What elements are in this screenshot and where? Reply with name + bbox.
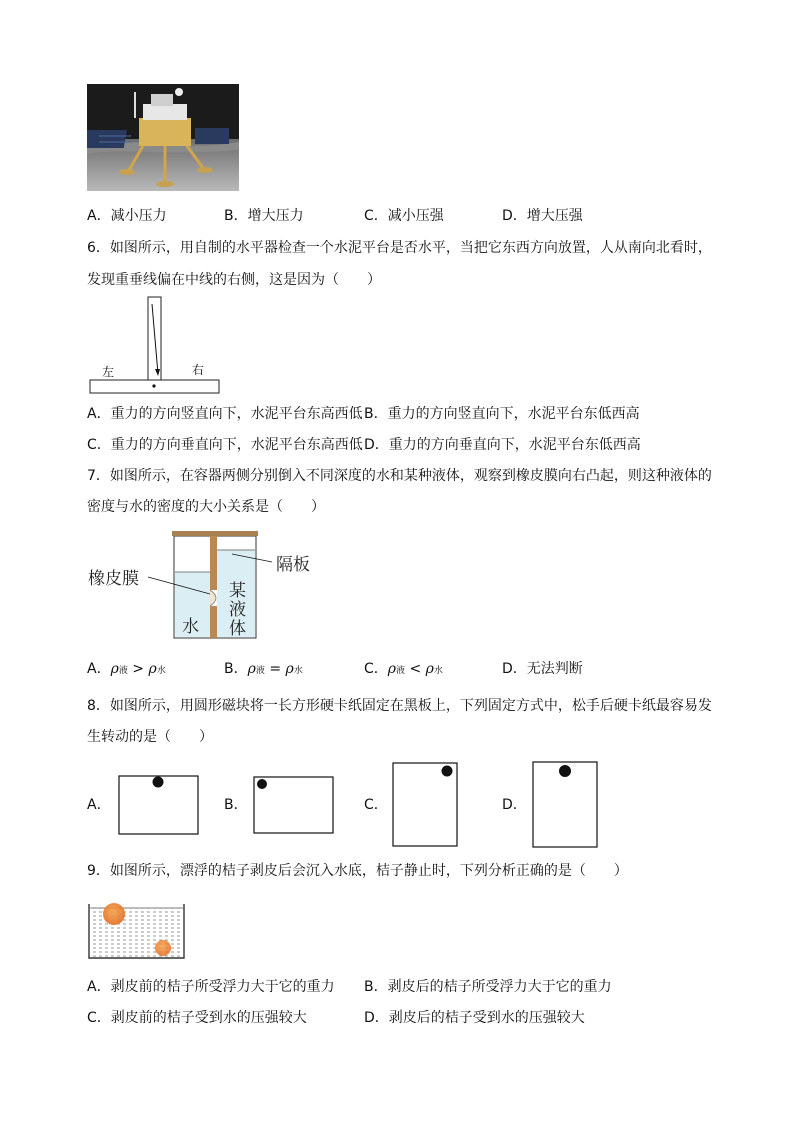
rho-subscript: 液 xyxy=(118,666,128,676)
q5-option-d: D．增大压强 xyxy=(502,208,583,224)
lunar-lander-photo xyxy=(87,84,239,191)
card-a xyxy=(118,774,200,840)
magnet-dot xyxy=(442,766,453,777)
q7-stem-line2: 密度与水的密度的大小关系是（ ） xyxy=(87,499,325,515)
q8-label-b: B． xyxy=(224,797,248,813)
q9-option-b: B．剥皮后的桔子所受浮力大于它的重力 xyxy=(364,979,612,995)
left-label: 左 xyxy=(102,365,115,379)
q8-label-d: D． xyxy=(502,797,527,813)
q7-option-d: D．无法判断 xyxy=(502,661,583,677)
orange-in-water-figure xyxy=(87,894,187,960)
rho-symbol: ρ xyxy=(387,661,397,677)
q7-option-c-label: C． xyxy=(364,661,388,677)
liquid-label-2: 液 xyxy=(229,600,246,620)
q7-option-a-label: A． xyxy=(87,661,111,677)
rho-symbol: ρ xyxy=(425,661,434,677)
q5-option-a: A．减小压力 xyxy=(87,208,167,224)
q9-option-d: D．剥皮后的桔子受到水的压强较大 xyxy=(364,1010,585,1026)
card-c xyxy=(392,762,460,852)
rho-subscript: 液 xyxy=(255,666,265,676)
magnet-dot xyxy=(153,777,164,788)
rho-symbol: ρ xyxy=(247,661,256,677)
container-partition-figure xyxy=(86,528,322,644)
liquid-label-3: 体 xyxy=(229,619,246,639)
water-label: 水 xyxy=(182,617,199,637)
rho-symbol: ρ xyxy=(110,661,119,677)
q8-label-c: C． xyxy=(364,797,388,813)
rho-subscript: 水 xyxy=(433,666,443,676)
magnet-dot xyxy=(559,765,571,777)
q7-option-b xyxy=(224,660,303,680)
rho-subscript: 液 xyxy=(396,666,406,676)
q7-option-a xyxy=(87,660,166,680)
relation-symbol: > xyxy=(132,661,145,677)
q8-stem-line2: 生转动的是（ ） xyxy=(87,729,213,745)
sunken-orange xyxy=(155,940,171,956)
q6-option-d: D．重力的方向垂直向下，水泥平台东低西高 xyxy=(364,437,641,453)
q7-option-c xyxy=(364,660,443,680)
card-d xyxy=(532,760,600,854)
rho-subscript: 水 xyxy=(293,666,303,676)
q7-option-b-label: B． xyxy=(224,661,248,677)
q9-option-a: A．剥皮前的桔子所受浮力大于它的重力 xyxy=(87,979,335,995)
q6-option-b: B．重力的方向竖直向下，水泥平台东低西高 xyxy=(364,406,640,422)
q6-option-c: C．重力的方向垂直向下，水泥平台东高西低 xyxy=(87,437,363,453)
card-b xyxy=(253,776,335,840)
level-tool-figure xyxy=(88,296,222,396)
floating-orange xyxy=(103,903,125,925)
liquid-label-1: 某 xyxy=(229,581,246,601)
q5-option-b: B．增大压力 xyxy=(224,208,304,224)
q6-option-a: A．重力的方向竖直向下，水泥平台东高西低 xyxy=(87,406,363,422)
q5-option-c: C．减小压强 xyxy=(364,208,444,224)
q6-stem-line2: 发现重垂线偏在中线的右侧，这是因为（ ） xyxy=(87,272,381,288)
relation-symbol: < xyxy=(409,661,422,677)
rho-subscript: 水 xyxy=(156,666,166,676)
q6-stem-line1: 6．如图所示，用自制的水平器检查一个水泥平台是否水平，当把它东西方向放置，人从南向北看时， xyxy=(87,240,712,256)
q8-stem-line1: 8．如图所示，用圆形磁块将一长方形硬卡纸固定在黑板上，下列固定方式中，松手后硬卡纸最容易发 xyxy=(87,698,712,714)
magnet-dot xyxy=(257,779,267,789)
q8-label-a: A． xyxy=(87,797,111,813)
rho-symbol: ρ xyxy=(148,661,157,677)
membrane-label: 橡皮膜 xyxy=(88,569,139,589)
q9-stem: 9．如图所示，漂浮的桔子剥皮后会沉入水底，桔子静止时，下列分析正确的是（ ） xyxy=(87,863,628,879)
q9-option-c: C．剥皮前的桔子受到水的压强较大 xyxy=(87,1010,307,1026)
relation-symbol: = xyxy=(269,661,282,677)
rho-symbol: ρ xyxy=(285,661,294,677)
partition-label: 隔板 xyxy=(276,555,310,575)
q7-stem-line1: 7．如图所示，在容器两侧分别倒入不同深度的水和某种液体，观察到橡皮膜向右凸起，则这种液体的 xyxy=(87,468,712,484)
right-label: 右 xyxy=(192,363,205,377)
